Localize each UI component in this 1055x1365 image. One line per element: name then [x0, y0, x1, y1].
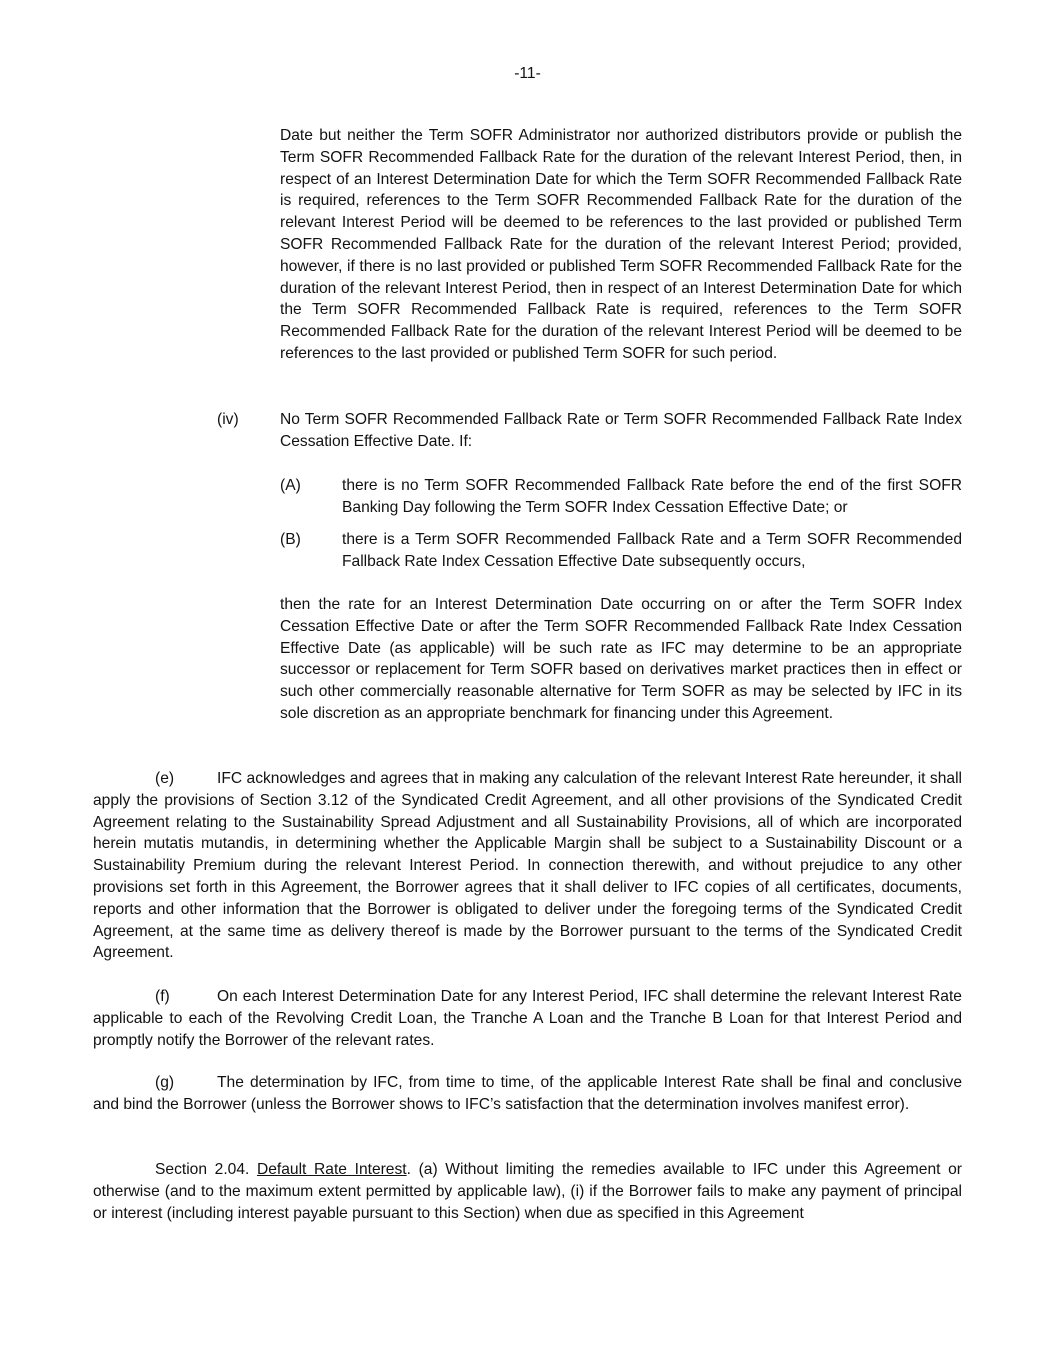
- item-iv-heading: No Term SOFR Recommended Fallback Rate or Term SOFR Recommended Fallback Rate Index Cessation Effective Date. If:: [280, 411, 962, 450]
- sub-item-a-label: (A): [280, 477, 301, 494]
- paragraph-f-label: (f): [155, 988, 170, 1005]
- item-iv-label: (iv): [217, 411, 239, 428]
- paragraph-g: [93, 1072, 962, 1116]
- section-number: Section 2.04.: [155, 1161, 250, 1178]
- paragraph-e: [93, 768, 962, 964]
- section-text: . (a) Without limiting the remedies available to IFC under this Agreement or otherwise (and to the maximum extent permitted by applicable law), (i) if the Borrower fails to make any payment of principal or interest (including interest payable pursuant to this Section) when due as specified in this Agreement: [93, 1161, 962, 1222]
- sub-item-b-text: there is a Term SOFR Recommended Fallback Rate and a Term SOFR Recommended Fallback Rate Index Cessation Effective Date subsequently occurs,: [342, 531, 962, 570]
- sub-item-a-text: there is no Term SOFR Recommended Fallback Rate before the end of the first SOFR Banking Day following the Term SOFR Index Cessation Effective Date; or: [342, 477, 962, 516]
- sub-item-b-label: (B): [280, 531, 301, 548]
- paragraph-e-text: IFC acknowledges and agrees that in making any calculation of the relevant Interest Rate hereunder, it shall apply the provisions of Section 3.12 of the Syndicated Credit Agreement, and all other provisions of the Syndicated Credit Agreement relating to the Sustainability Spread Adjustment and all Sustainability Provisions, all of which are incorporated herein mutatis mutandis, in determining whether the Applicable Margin shall be subject to a Sustainability Discount or a Sustainability Premium during the relevant Interest Period. In connection therewith, and without prejudice to any other provisions set forth in this Agreement, the Borrower agrees that it shall deliver to IFC copies of all certificates, documents, reports and other information that the Borrower is obligated to deliver under the foregoing terms of the Syndicated Credit Agreement, at the same time as delivery thereof is made by the Borrower pursuant to the terms of the Syndicated Credit Agreement.: [93, 770, 962, 962]
- paragraph-g-label: (g): [155, 1074, 175, 1091]
- paragraph-g-text: The determination by IFC, from time to time, of the applicable Interest Rate shall be final and conclusive and bind the Borrower (unless the Borrower shows to IFC’s satisfaction that the determination involves manifest error).: [93, 1074, 962, 1113]
- continuation-paragraph: Date but neither the Term SOFR Administrator nor authorized distributors provide or publish the Term SOFR Recommended Fallback Rate for the duration of the relevant Interest Period, then, in respect of an Interest Determination Date for which the Term SOFR Recommended Fallback Rate is required, references to the Term SOFR Recommended Fallback Rate for the duration of the relevant Interest Period will be deemed to be references to the last provided or published Term SOFR Recommended Fallback Rate for the duration of the relevant Interest Period; provided, however, if there is no last provided or published Term SOFR Recommended Fallback Rate for the duration of the relevant Interest Period, then in respect of an Interest Determination Date for which the Term SOFR Recommended Fallback Rate is required, references to the Term SOFR Recommended Fallback Rate for the duration of the relevant Interest Period will be deemed to be references to the last provided or published Term SOFR for such period.: [280, 127, 962, 362]
- section-2-04: [93, 1159, 962, 1224]
- paragraph-e-label: (e): [155, 770, 175, 787]
- page-number: -11-: [514, 65, 541, 82]
- paragraph-f-text: On each Interest Determination Date for any Interest Period, IFC shall determine the relevant Interest Rate applicable to each of the Revolving Credit Loan, the Tranche A Loan and the Tranche B Loan for that Interest Period and promptly notify the Borrower of the relevant rates.: [93, 988, 962, 1049]
- item-iv-closing: then the rate for an Interest Determination Date occurring on or after the Term SOFR Index Cessation Effective Date or after the Term SOFR Recommended Fallback Rate Index Cessation Effective Date (as applicable) will be such rate as IFC may determine to be an appropriate successor or replacement for Term SOFR based on derivatives market practices then in effect or such other commercially reasonable alternative for Term SOFR as may be selected by IFC in its sole discretion as an appropriate benchmark for financing under this Agreement.: [280, 596, 962, 722]
- paragraph-f: [93, 986, 962, 1051]
- section-heading: Default Rate Interest: [256, 1161, 407, 1178]
